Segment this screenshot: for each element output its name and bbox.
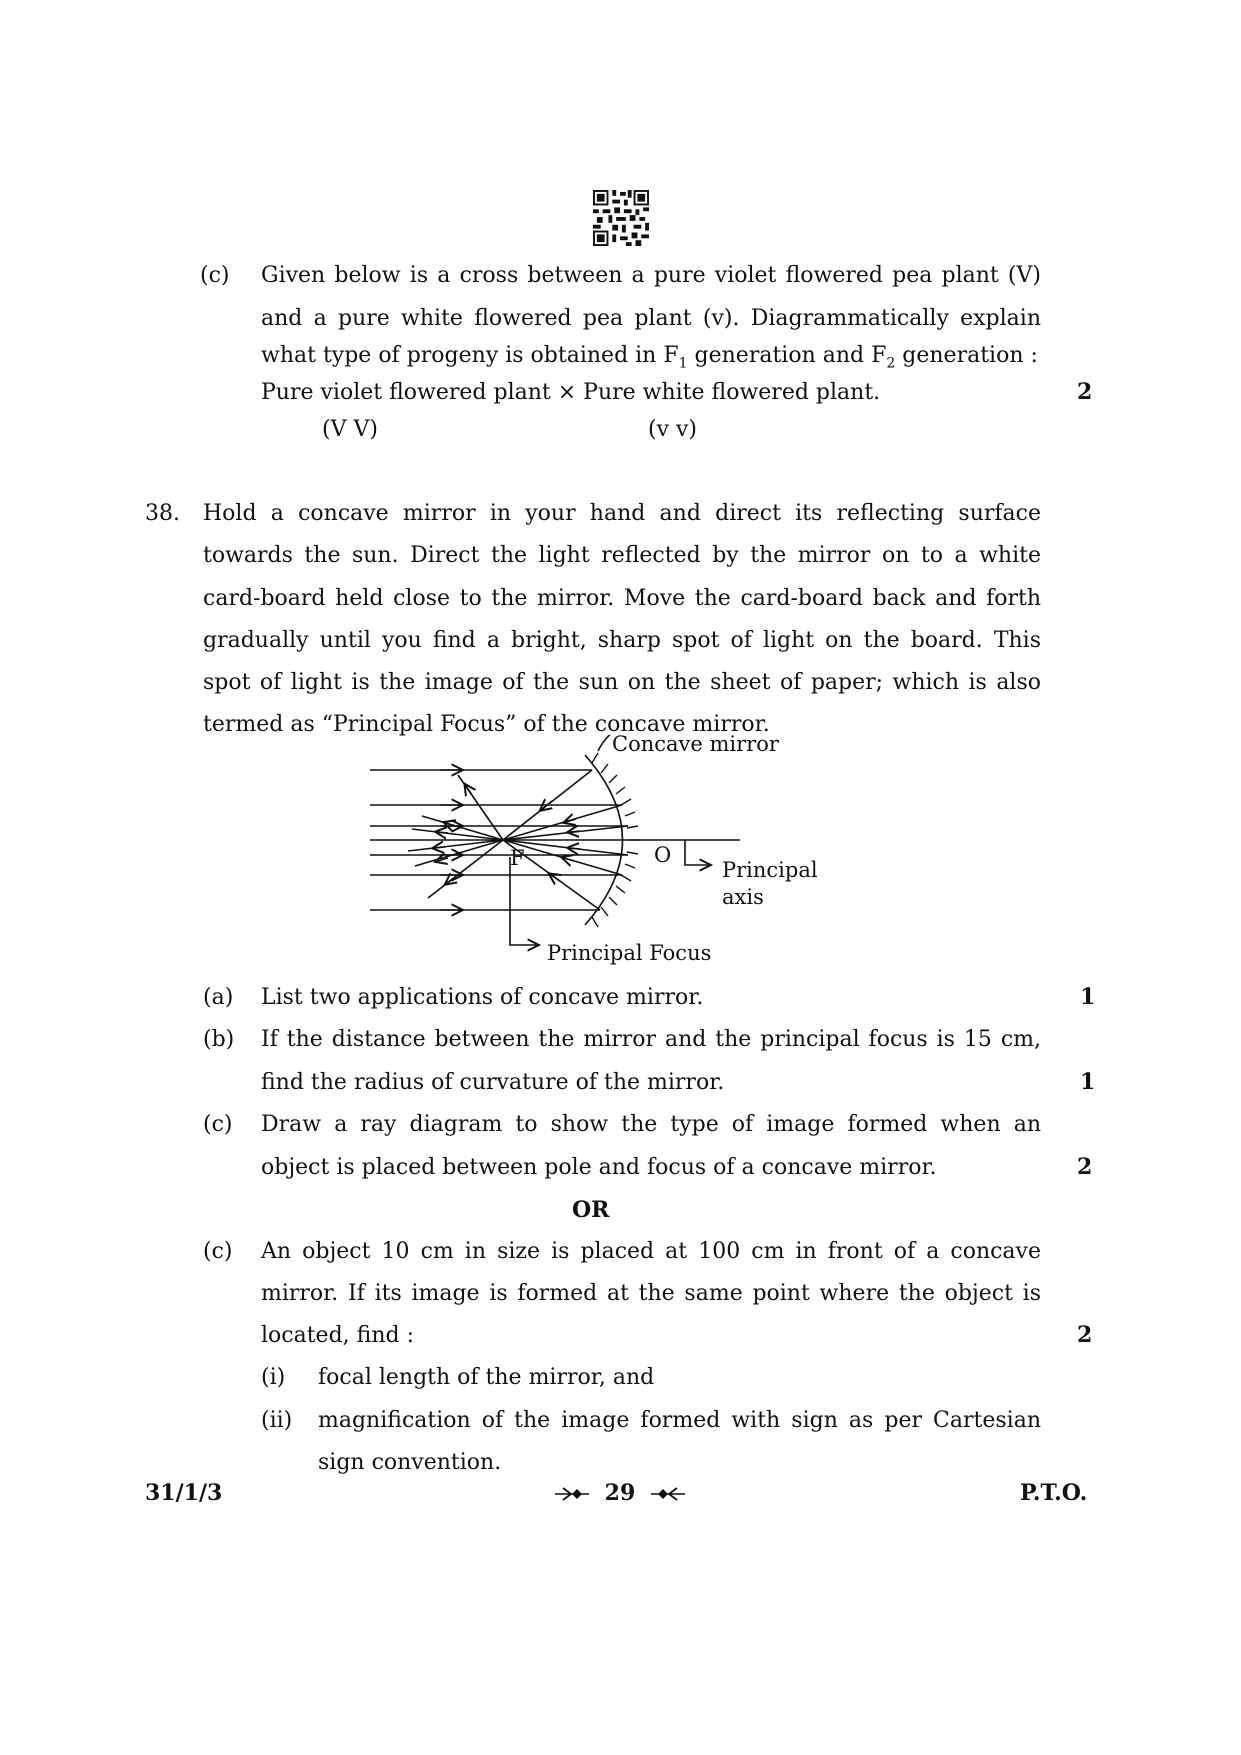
q37c-marks: 2	[1077, 379, 1093, 405]
principal-axis-pointer	[685, 840, 708, 865]
genotype-violet: (V V)	[322, 417, 378, 442]
q38c-marks: 2	[1077, 1154, 1093, 1180]
q38c-alt-i-text: focal length of the mirror, and	[318, 1365, 655, 1390]
diagram-label-concave-mirror: Concave mirror	[612, 732, 779, 756]
genotype-white: (v v)	[648, 417, 698, 442]
diagram-label-principal-focus: Principal Focus	[547, 941, 712, 965]
q38-line-3: card-board held close to the mirror. Move the card-board back and forth	[203, 586, 1041, 611]
q38a-text: List two applications of concave mirror.	[261, 985, 704, 1010]
q38-line-1: Hold a concave mirror in your hand and direct its reflecting surface	[203, 501, 1041, 526]
q37c-line-1: Given below is a cross between a pure violet flowered pea plant (V)	[261, 263, 1041, 288]
q38c-alt-i-label: (i)	[261, 1365, 286, 1390]
pto-label: P.T.O.	[1020, 1480, 1088, 1506]
q38c-alt-marks: 2	[1077, 1322, 1093, 1348]
page-number: 29	[604, 1480, 636, 1506]
q37c-line-3	[261, 342, 1038, 377]
or-separator: OR	[572, 1197, 610, 1223]
q37c-line-3-part-b: generation and F	[687, 343, 887, 368]
diagram-label-o: O	[654, 843, 672, 867]
f2-subscript: 2	[886, 355, 896, 372]
diagram-label-principal: Principal	[722, 858, 818, 882]
q38c-alt-label: (c)	[203, 1239, 233, 1264]
q38b-marks: 1	[1080, 1069, 1096, 1095]
q38c-line-1: Draw a ray diagram to show the type of image formed when an	[261, 1112, 1041, 1137]
diagram-label-axis: axis	[722, 885, 764, 909]
q38-line-6: termed as “Principal Focus” of the concave mirror.	[203, 712, 770, 737]
concave-mirror-ray-diagram	[360, 735, 840, 970]
q37c-line-4: Pure violet flowered plant × Pure white flowered plant.	[261, 380, 881, 405]
diagram-label-f: F	[510, 846, 525, 870]
q38b-line-1: If the distance between the mirror and the principal focus is 15 cm,	[261, 1027, 1041, 1052]
ornament-left-icon	[555, 1486, 589, 1502]
q37c-line-2: and a pure white flowered pea plant (v). Diagrammatically explain	[261, 306, 1041, 331]
q38-number: 38.	[145, 501, 180, 526]
f1-subscript: 1	[678, 355, 688, 372]
q38b-line-2: find the radius of curvature of the mirror.	[261, 1070, 725, 1095]
q38c-alt-line-2: mirror. If its image is formed at the same point where the object is	[261, 1281, 1041, 1306]
q38b-label: (b)	[203, 1027, 235, 1052]
concave-mirror-pointer	[598, 735, 612, 751]
paper-code: 31/1/3	[145, 1480, 223, 1506]
ornament-right-icon	[651, 1486, 685, 1502]
q37c-label: (c)	[200, 263, 230, 288]
principal-focus-pointer	[510, 857, 536, 945]
q38a-marks: 1	[1080, 984, 1096, 1010]
qr-code-icon	[593, 190, 649, 246]
q38c-alt-ii-label: (ii)	[261, 1408, 293, 1433]
q38a-label: (a)	[203, 985, 234, 1010]
q38-line-2: towards the sun. Direct the light reflected by the mirror on to a white	[203, 543, 1041, 568]
q38-line-4: gradually until you find a bright, sharp spot of light on the board. This	[203, 628, 1041, 653]
q38c-alt-ii-line-2: sign convention.	[318, 1450, 502, 1475]
q38c-alt-ii-line-1: magnification of the image formed with sign as per Cartesian	[318, 1408, 1041, 1433]
page-number-group	[555, 1480, 685, 1506]
q38c-line-2: object is placed between pole and focus of a concave mirror.	[261, 1155, 937, 1180]
q38c-label: (c)	[203, 1112, 233, 1137]
q37c-line-3-part-c: generation :	[895, 343, 1038, 368]
q38c-alt-line-3: located, find :	[261, 1323, 414, 1348]
q38c-alt-line-1: An object 10 cm in size is placed at 100 cm in front of a concave	[261, 1239, 1041, 1264]
q37c-line-3-part-a: what type of progeny is obtained in F	[261, 343, 679, 368]
q38-line-5: spot of light is the image of the sun on the sheet of paper; which is also	[203, 670, 1041, 695]
